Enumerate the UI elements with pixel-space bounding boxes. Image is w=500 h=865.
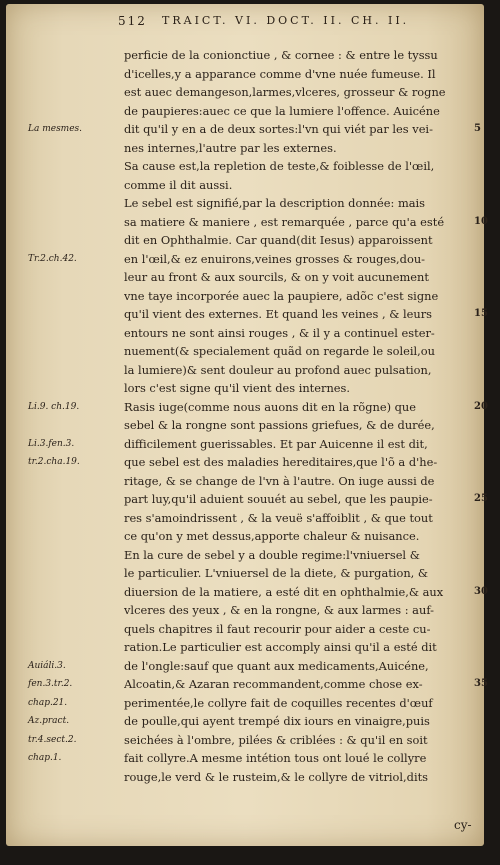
text-line: est auec demangeson,larmes,vlceres, grosseur & rogne xyxy=(124,85,446,99)
margin-note: Az.pract. xyxy=(28,716,70,726)
text-line: perficie de la conionctiue , & cornee : & entre le tyssu xyxy=(124,48,438,62)
text-line: de poulle,qui ayent trempé dix iours en vinaigre,puis xyxy=(124,714,430,728)
text-line: part luy,qu'il aduient souuét au sebel, que les paupie- xyxy=(124,492,433,506)
text-line: ritage, & se change de l'vn à l'autre. On iuge aussi de xyxy=(124,473,435,488)
text-line: Le sebel est signifié,par la description donnée: mais xyxy=(124,196,426,210)
line-number: 30 xyxy=(474,585,488,597)
text-line: quels chapitres il faut recourir pour aider a ceste cu- xyxy=(124,621,431,636)
running-title: TRAICT. VI. DOCT. II. CH. II. xyxy=(162,14,410,27)
line-number: 15 xyxy=(474,308,488,319)
line-number: 25 xyxy=(474,493,488,504)
text-line: lors c'est signe qu'il vient des internes. xyxy=(124,381,350,395)
margin-note: chap.1. xyxy=(28,753,62,763)
text-line: de paupieres:auec ce que la lumiere l'offence. Auicéne xyxy=(124,103,440,118)
text-line: seichées à l'ombre, pilées & criblées : & qu'il en soit xyxy=(124,732,428,747)
text-line: difficilement guerissables. Et par Auicenne il est dit, xyxy=(124,436,428,451)
text-line: qu'il vient des externes. Et quand les veines , & leurs xyxy=(124,307,433,321)
text-line: leur au front & aux sourcils, & on y voit aucunement xyxy=(124,270,429,284)
page-header xyxy=(118,14,488,32)
line-number: 10 xyxy=(474,215,488,227)
text-line: nuement(& specialement quãd on regarde le soleil,ou xyxy=(124,344,435,358)
text-line: de l'ongle:sauf que quant aux medicaments,Auicéne, xyxy=(124,658,429,673)
text-line: dit en Ophthalmie. Car quand(dit Iesus) apparoissent xyxy=(124,233,433,247)
text-line: diuersion de la matiere, a esté dit en ophthalmie,& aux xyxy=(124,584,444,599)
text-line: En la cure de sebel y a double regime:l'vniuersel & xyxy=(124,547,420,562)
text-line: ration.Le particulier est accomply ainsi qu'il a esté dit xyxy=(124,640,437,654)
margin-note: chap.21. xyxy=(28,697,68,708)
text-line: res s'amoindrissent , & la veuë s'affoiblit , & que tout xyxy=(124,510,433,525)
text-line: Alcoatin,& Azaran recommandent,comme chose ex- xyxy=(124,677,423,691)
text-line: Sa cause est,la repletion de teste,& foiblesse de l'œil, xyxy=(124,159,435,173)
text-line: sa matiere & maniere , est remarquée , parce qu'a esté xyxy=(124,214,445,229)
line-number: 20 xyxy=(474,400,488,412)
text-line: entours ne sont ainsi rouges , & il y a continuel ester- xyxy=(124,325,435,340)
text-line: comme il dit aussi. xyxy=(124,177,233,192)
text-line: le particulier. L'vniuersel de la diete, & purgation, & xyxy=(124,566,429,580)
text-line: fait collyre.A mesme intétion tous ont loué le collyre xyxy=(124,751,427,765)
page-number: 512 xyxy=(118,14,147,28)
text-line: rouge,le verd & le rusteim,& le collyre de vitriol,dits xyxy=(124,769,429,784)
line-number: 35 xyxy=(474,678,488,689)
margin-note: Auiáli.3. xyxy=(28,660,66,671)
text-line: ce qu'on y met dessus,apporte chaleur & nuisance. xyxy=(124,529,420,543)
text-line: Rasis iuge(comme nous auons dit en la rõgne) que xyxy=(124,399,417,414)
margin-note: Li.9. ch.19. xyxy=(28,401,80,412)
text-line: la lumiere)& sent douleur au profond auec pulsation, xyxy=(124,362,432,377)
text-line: sebel & la rongne sont passions griefues, & de durée, xyxy=(124,418,435,432)
margin-note: Tr.2.ch.42. xyxy=(28,253,77,264)
margin-note: Li.3.fen.3. xyxy=(28,438,75,449)
catchword: cy- xyxy=(454,818,472,832)
text-line: dit qu'il y en a de deux sortes:l'vn qui viét par les vei- xyxy=(124,122,433,136)
margin-note: fen.3.tr.2. xyxy=(28,679,73,689)
margin-note: La mesmes. xyxy=(28,124,83,134)
text-line: que sebel est des maladies hereditaires,que l'õ a d'he- xyxy=(124,455,438,469)
margin-note: tr.2.cha.19. xyxy=(28,457,80,467)
text-line: vlceres des yeux , & en la rongne, & aux larmes : auf- xyxy=(124,603,434,617)
line-number: 5 xyxy=(474,123,481,134)
text-line: d'icelles,y a apparance comme d'vne nuée fumeuse. Il xyxy=(124,66,436,81)
text-line: vne taye incorporée auec la paupiere, adõc c'est signe xyxy=(124,288,439,303)
text-line: nes internes,l'autre par les externes. xyxy=(124,140,337,155)
text-line: perimentée,le collyre fait de coquilles recentes d'œuf xyxy=(124,695,433,710)
text-line: en l'œil,& ez enuirons,veines grosses & rouges,dou- xyxy=(124,251,426,266)
margin-note: tr.4.sect.2. xyxy=(28,734,77,745)
book-page xyxy=(6,4,488,846)
